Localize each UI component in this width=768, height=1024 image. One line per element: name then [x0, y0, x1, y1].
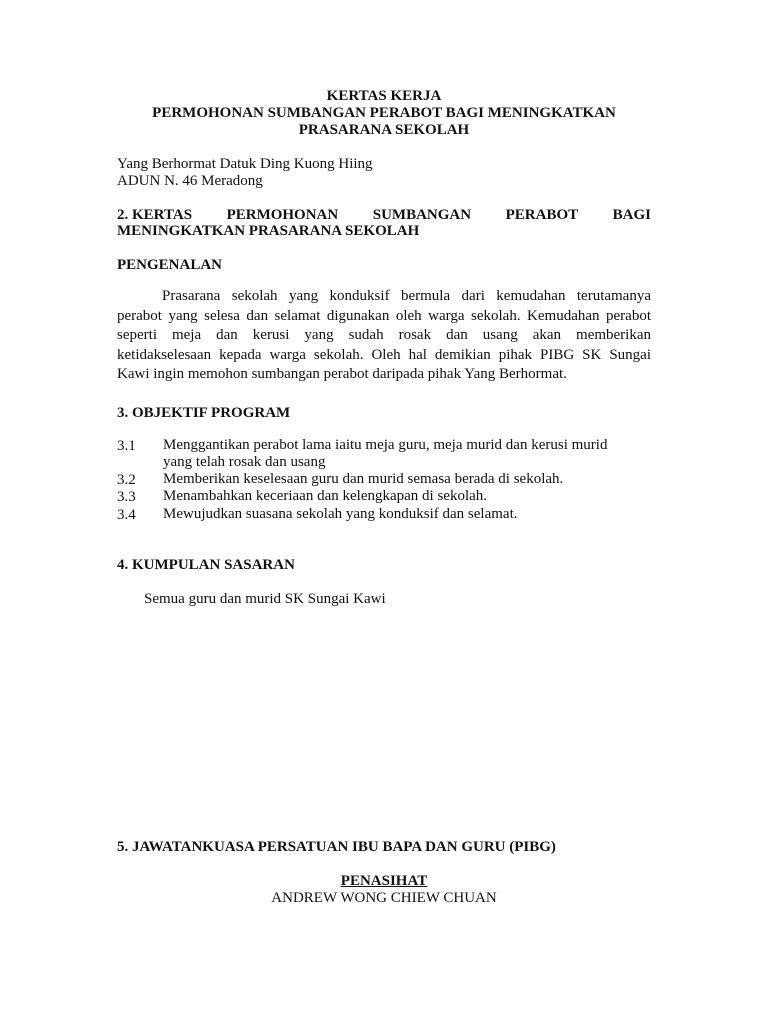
objective-number: 3.4 — [117, 507, 136, 523]
committee-heading: 5. JAWATANKUASA PERSATUAN IBU BAPA DAN GURU (PIBG) — [117, 839, 556, 855]
objective-text: Menggantikan perabot lama iaitu meja guru, meja murid dan kerusi murid — [163, 437, 608, 453]
objective-text-continued: yang telah rosak dan usang — [163, 454, 326, 470]
intro-line: Prasarana sekolah yang konduksif bermula dari kemudahan terutamanya — [162, 288, 651, 304]
objective-text: Mewujudkan suasana sekolah yang konduksif dan selamat. — [163, 506, 518, 522]
intro-line: ketidakselesaan kepada warga sekolah. Oleh hal demikian pihak PIBG SK Sungai — [117, 346, 651, 363]
doc-subtitle-line1: PERMOHONAN SUMBANGAN PERABOT BAGI MENINGKATKAN — [152, 105, 616, 121]
intro-line: seperti meja dan kerusi yang sudah rosak dan usang akan memberikan — [117, 327, 651, 344]
target-text: Semua guru dan murid SK Sungai Kawi — [144, 591, 386, 607]
objective-number: 3.2 — [117, 472, 136, 488]
objective-number: 3.3 — [117, 489, 136, 505]
section2-word: PERABOT — [505, 207, 579, 223]
intro-line: perabot yang selesa dan selamat digunakan oleh warga sekolah. Kemudahan perabot — [117, 307, 651, 324]
committee-role: PENASIHAT — [340, 873, 428, 889]
intro-line: Kawi ingin memohon sumbangan perabot daripada pihak Yang Berhormat. — [117, 366, 567, 383]
section2-word: SUMBANGAN — [372, 207, 472, 223]
section2-word: PERMOHONAN — [226, 207, 339, 223]
section2-word: 2. KERTAS — [117, 207, 193, 223]
section2-word: BAGI — [612, 207, 651, 223]
doc-subtitle-line2: PRASARANA SEKOLAH — [298, 122, 470, 138]
objective-text: Memberikan keselesaan guru dan murid semasa berada di sekolah. — [163, 471, 564, 487]
addressee-name: Yang Berhormat Datuk Ding Kuong Hiing — [117, 156, 373, 172]
intro-paragraph — [117, 287, 651, 385]
intro-heading: PENGENALAN — [117, 257, 223, 273]
objective-number: 3.1 — [117, 438, 136, 454]
doc-title: KERTAS KERJA — [326, 88, 442, 104]
committee-person: ANDREW WONG CHIEW CHUAN — [271, 890, 497, 906]
addressee-title: ADUN N. 46 Meradong — [117, 173, 263, 189]
objectives-heading: 3. OBJEKTIF PROGRAM — [117, 405, 291, 421]
target-heading: 4. KUMPULAN SASARAN — [117, 557, 295, 573]
objective-text: Menambahkan keceriaan dan kelengkapan di sekolah. — [163, 488, 488, 504]
section2-heading-line2: MENINGKATKAN PRASARANA SEKOLAH — [117, 223, 420, 239]
